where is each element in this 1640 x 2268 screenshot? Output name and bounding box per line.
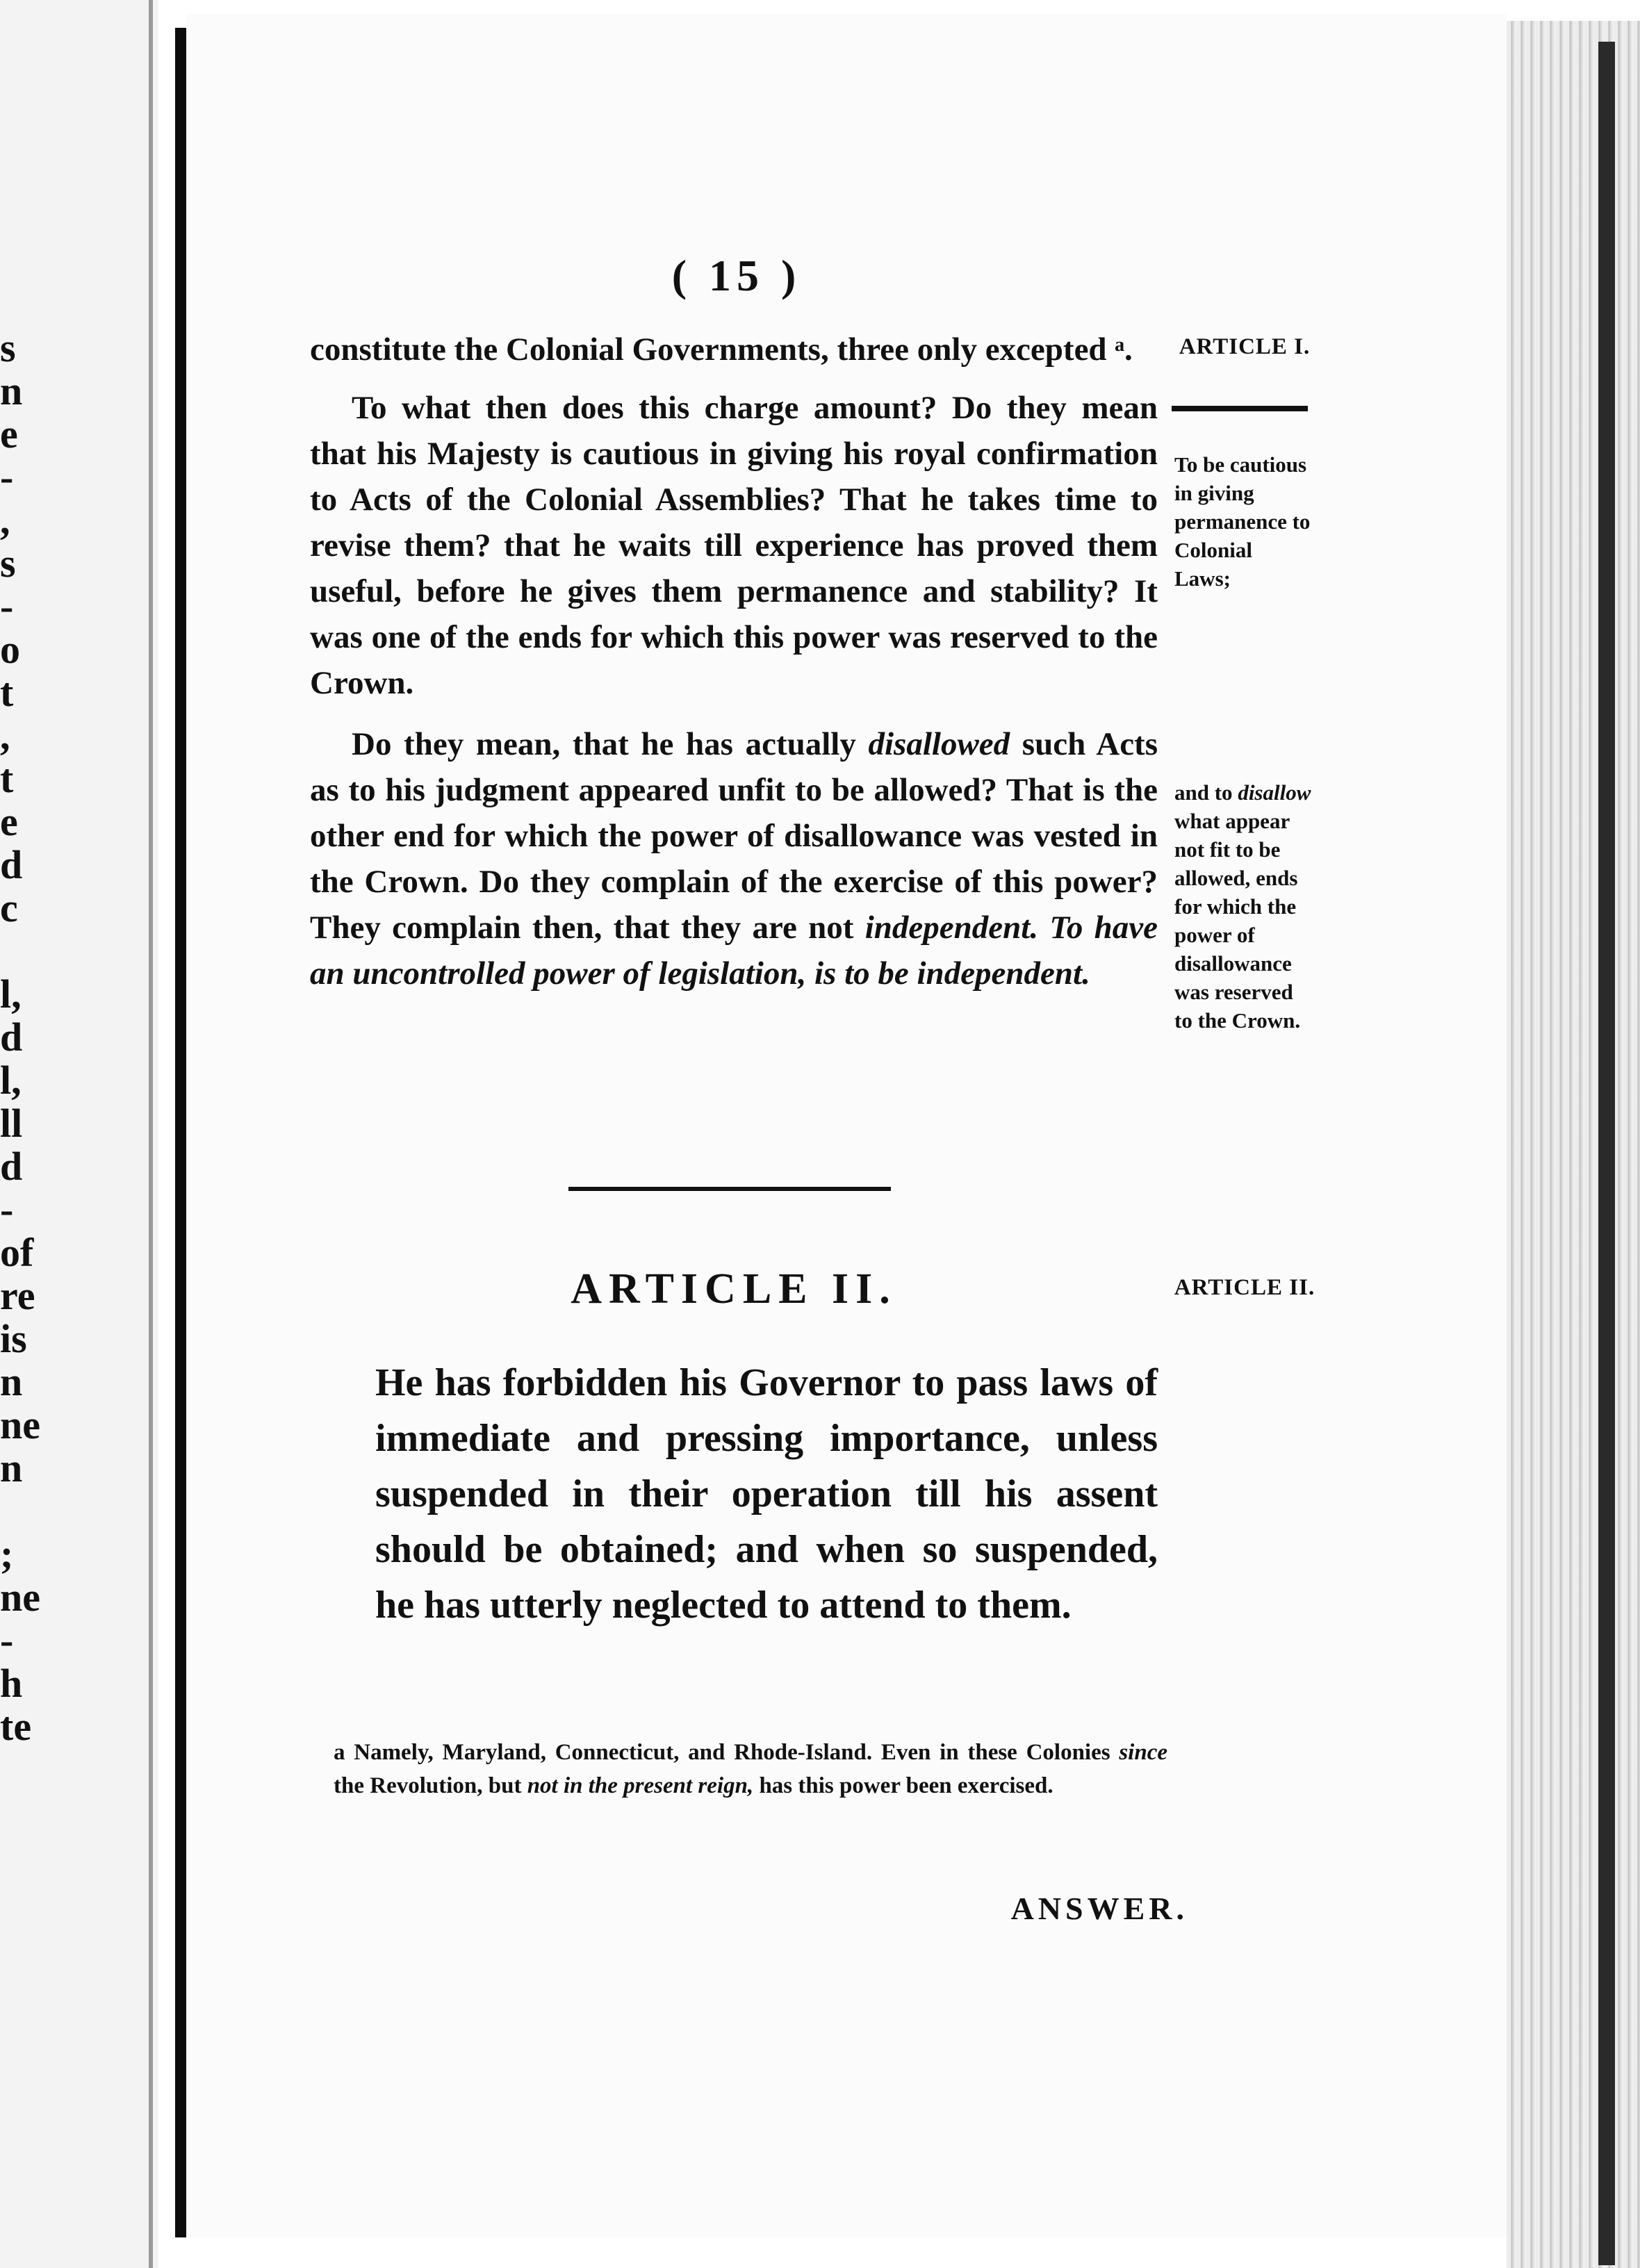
footnote-italic-reign: not in the present reign, bbox=[527, 1773, 754, 1798]
footnote-text-2: the Revolution, but bbox=[334, 1773, 527, 1798]
article1-paragraph-2: To what then does this charge amount? Do they mean that his Majesty is cautious in giving his royal confirmation to Acts of the Colonial Assemblies? That he takes time to revise them? that he waits till experience has proved them useful, before he gives them permanence and stability? It was one of the ends for which this power was reserved to the Crown. bbox=[310, 390, 1158, 701]
facing-page-fragment: h bbox=[0, 1661, 23, 1706]
facing-page-fragment: ll bbox=[0, 1101, 23, 1146]
facing-page-fragment: d bbox=[0, 1014, 23, 1060]
footnote-text-3: has this power been exercised. bbox=[753, 1773, 1053, 1798]
para3-italic-independent: independent. bbox=[864, 910, 1039, 946]
book-cover-edge bbox=[1598, 42, 1615, 2265]
facing-page-fragment: n bbox=[0, 1359, 23, 1404]
sidenote-article1-heading: ARTICLE I. bbox=[1179, 334, 1311, 359]
facing-page-fragment: d bbox=[0, 1144, 23, 1189]
facing-page-fragment: ; bbox=[0, 1531, 14, 1577]
facing-page-fragment: - bbox=[0, 1187, 14, 1232]
answer-heading: ANSWER. bbox=[1010, 1891, 1188, 1926]
sidenote-disallow bbox=[1174, 778, 1313, 1035]
facing-page-fragment bbox=[0, 930, 28, 973]
facing-page-fragment: t bbox=[0, 756, 14, 801]
facing-page-fragment: s bbox=[0, 325, 16, 370]
page-stack-edge bbox=[1507, 21, 1640, 2268]
facing-page-fragment: l, bbox=[0, 971, 22, 1017]
facing-page-fragment: is bbox=[0, 1316, 27, 1361]
facing-page-fragment: ne bbox=[0, 1575, 40, 1620]
footnote bbox=[334, 1736, 1167, 1802]
facing-page-fragment: - bbox=[0, 1618, 14, 1663]
article2-title: ARTICLE II. bbox=[571, 1265, 897, 1313]
footnote-italic-since: since bbox=[1119, 1740, 1167, 1765]
para3-italic-disallowed: disallowed bbox=[868, 726, 1010, 762]
sidenote-article2-heading: ARTICLE II. bbox=[1174, 1275, 1315, 1300]
facing-page-fragment: e bbox=[0, 411, 18, 457]
facing-page-fragment: o bbox=[0, 627, 20, 672]
sidenote-rule bbox=[1172, 406, 1308, 411]
facing-page-fragment: of bbox=[0, 1230, 34, 1275]
article1-continuation: constitute the Colonial Governments, three only excepted ᵃ. bbox=[310, 331, 1133, 368]
sidenote-cautious: To be cautious in giving permanence to Colonial Laws; bbox=[1174, 452, 1311, 591]
article1-text bbox=[310, 327, 1158, 996]
para3-italic-conclusion: To have an uncontrolled power of legislation, is to be independent. bbox=[310, 910, 1158, 992]
facing-page-fragment: c bbox=[0, 885, 18, 930]
facing-page-text-fragments bbox=[0, 325, 40, 1749]
book-gutter bbox=[175, 28, 186, 2237]
facing-page-fragment: - bbox=[0, 584, 14, 629]
article2-charge: He has forbidden his Governor to pass laws of immediate and pressing importance, unless suspended in their operation till his assent should be obtained; and when so suspended, he has utterly neglected to attend to them. bbox=[375, 1361, 1158, 1627]
footnote-text-1: a Namely, Maryland, Connecticut, and Rhode-Island. Even in these Colonies bbox=[334, 1740, 1120, 1765]
article1-paragraph-3 bbox=[310, 721, 1158, 996]
facing-page-fragment: t bbox=[0, 670, 14, 715]
facing-page-fragment: s bbox=[0, 541, 16, 586]
sidenote-disallow-text-2: what appear not fit to be allowed, ends for which the power of disallowance was reserved to the Crown. bbox=[1174, 809, 1301, 1033]
para3-text-3 bbox=[1038, 910, 1049, 946]
facing-page-fragment: ne bbox=[0, 1402, 40, 1447]
sidenote-disallow-text-1: and to bbox=[1174, 780, 1238, 805]
section-divider bbox=[568, 1187, 891, 1191]
facing-page-fragment: - bbox=[0, 454, 14, 500]
facing-page-fragment: l, bbox=[0, 1058, 22, 1103]
sidenote-disallow-italic: disallow bbox=[1238, 780, 1311, 805]
facing-page-fragment: re bbox=[0, 1273, 35, 1318]
facing-page-fragment: e bbox=[0, 799, 18, 844]
facing-page-fragment: , bbox=[0, 713, 10, 758]
page-number: ( 15 ) bbox=[671, 251, 802, 300]
facing-page-fragment: n bbox=[0, 368, 23, 413]
para3-text-2: such Acts as to his judgment appeared unfit to be allowed? That is the other end for which the power of disallowance was vested in the Crown. Do they complain of the exercise of this power? They complain then, that they are not bbox=[310, 726, 1158, 946]
facing-page-fragment bbox=[0, 1490, 28, 1533]
facing-page-border bbox=[149, 0, 153, 2268]
facing-page-fragment: d bbox=[0, 842, 23, 887]
facing-page-fragment: , bbox=[0, 498, 10, 543]
facing-page-fragment: te bbox=[0, 1704, 32, 1749]
facing-page-fragment: n bbox=[0, 1445, 23, 1490]
para3-text-1: Do they mean, that he has actually bbox=[352, 726, 869, 762]
